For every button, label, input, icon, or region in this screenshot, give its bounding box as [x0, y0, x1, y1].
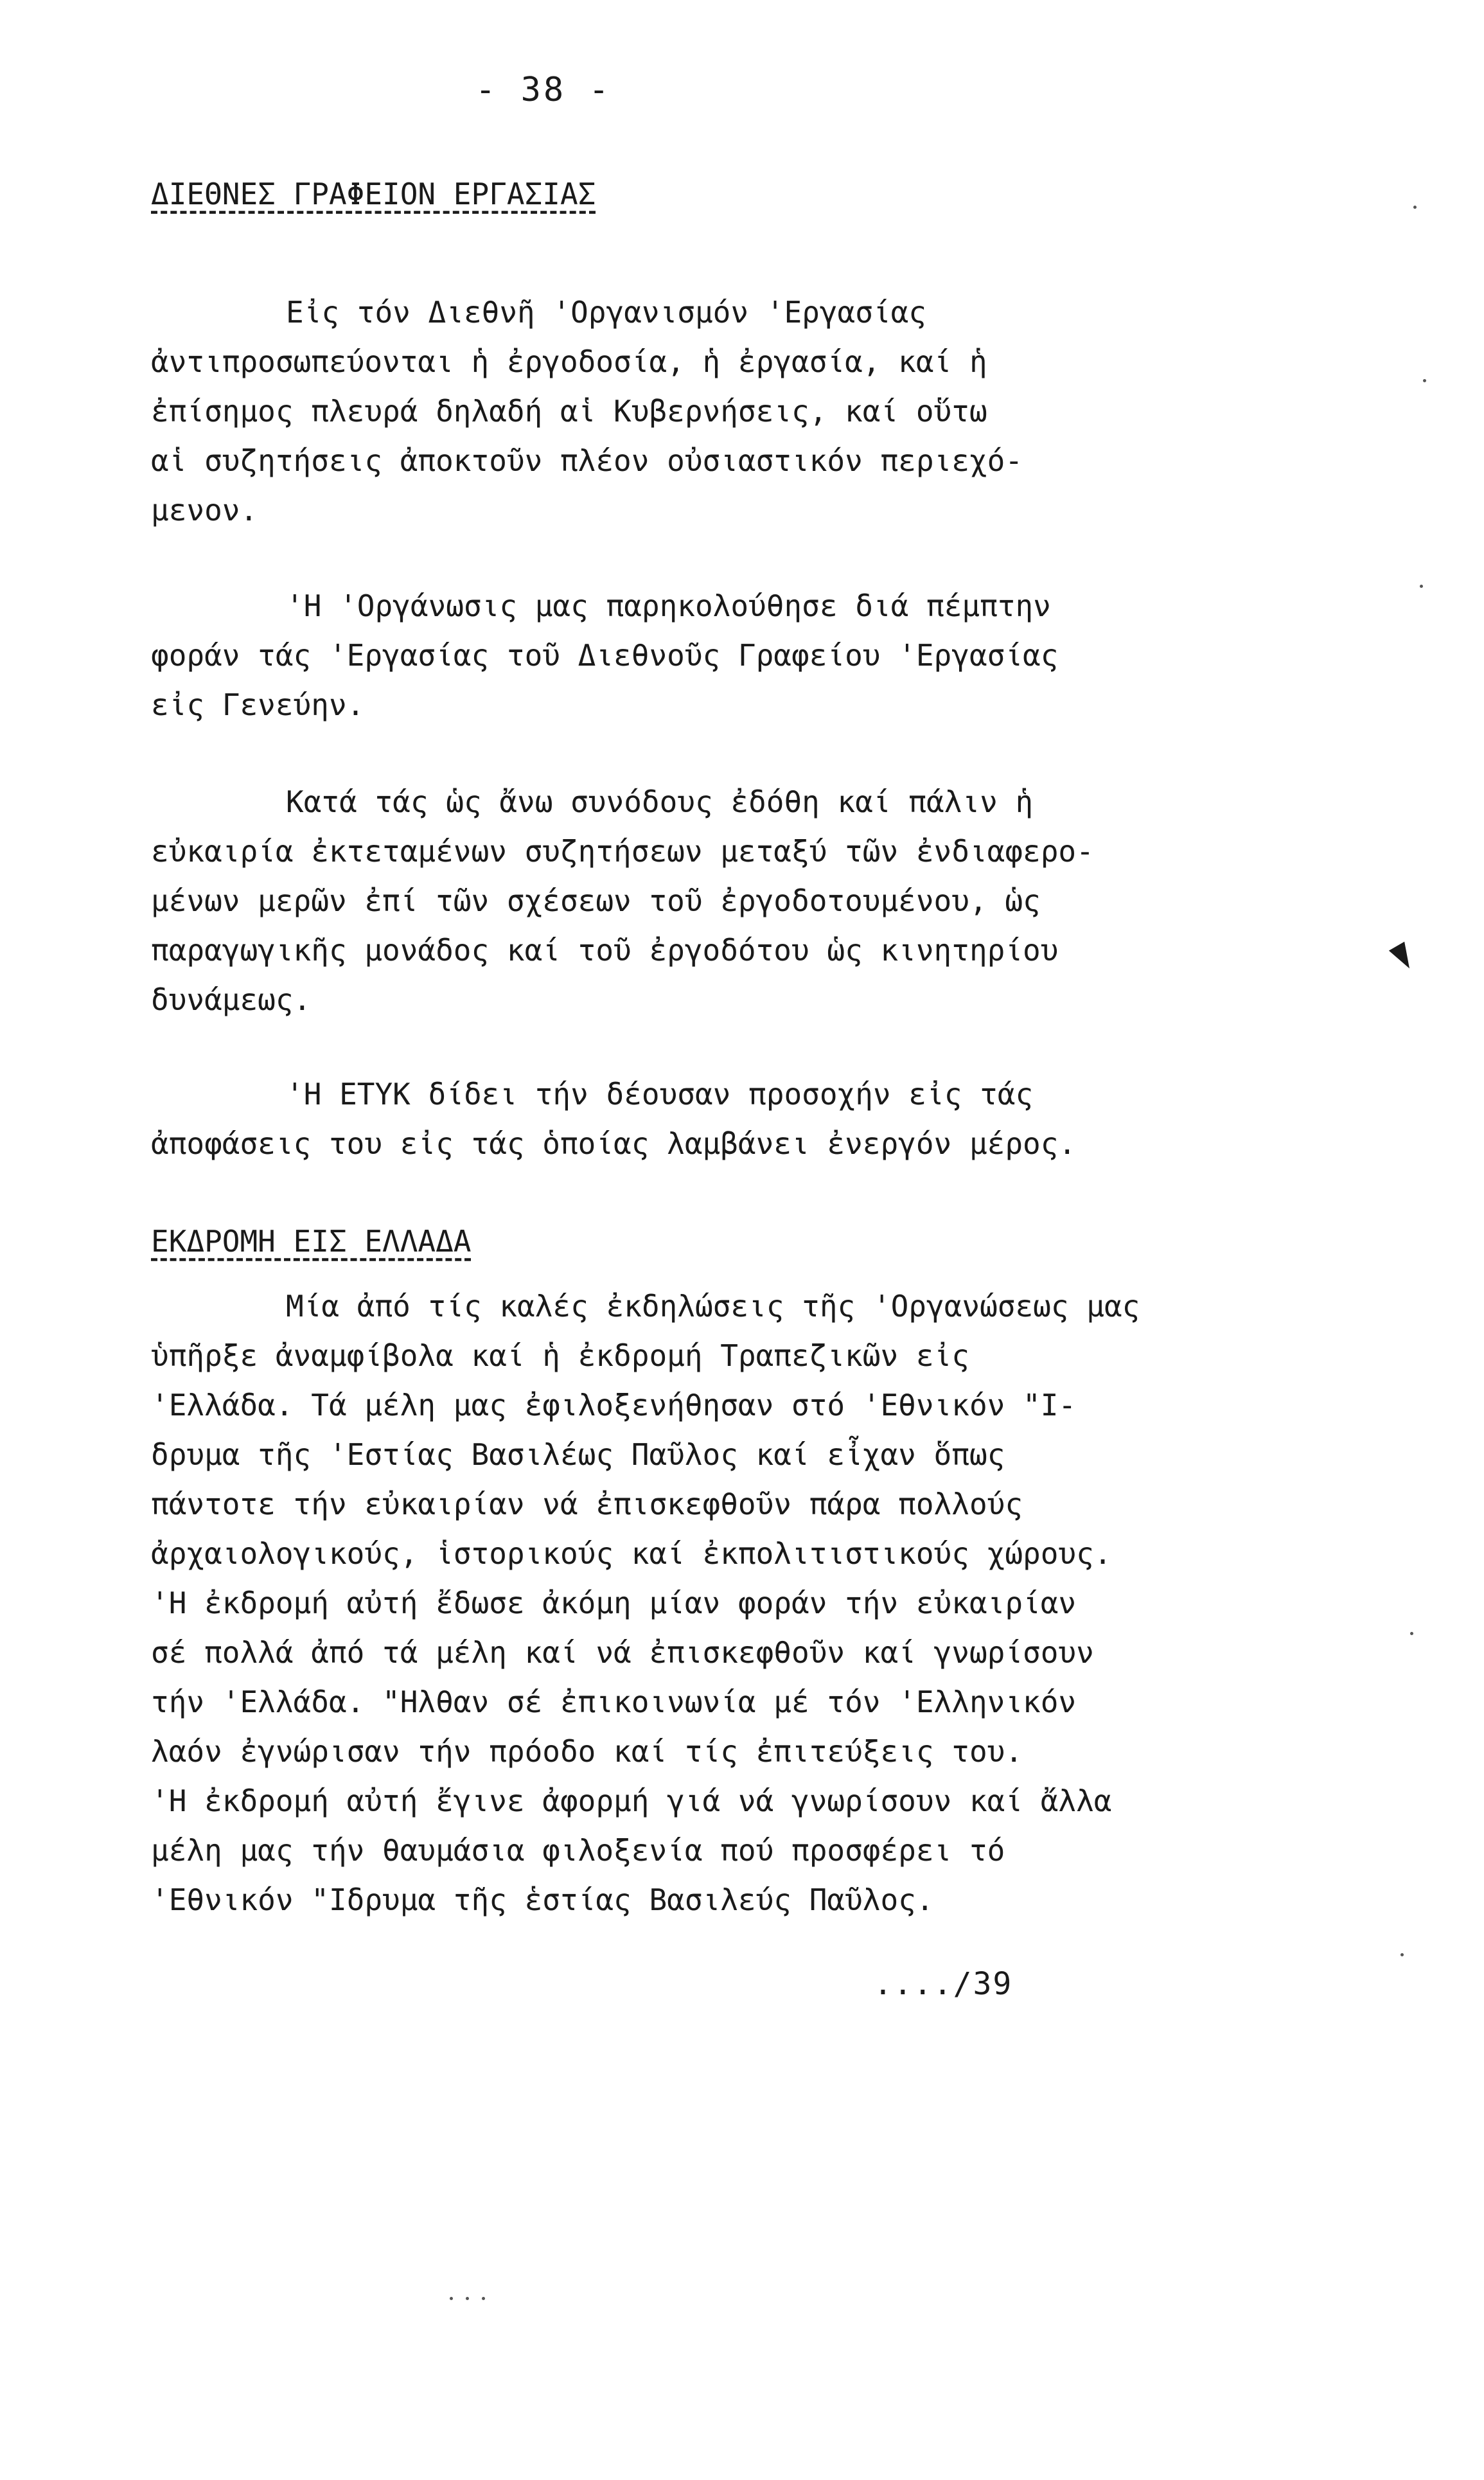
- text-line: λαόν ἐγνώρισαν τήν πρόοδο καί τίς ἐπιτεύξεις του.: [151, 1734, 1023, 1769]
- text-line: 'Η ἐκδρομή αὐτή ἔγινε ἀφορμή γιά νά γνωρίσουν καί ἄλλα: [151, 1784, 1112, 1818]
- text-line: μένων μερῶν ἐπί τῶν σχέσεων τοῦ ἐργοδοτουμένου, ὡς: [151, 883, 1041, 918]
- text-line: τήν 'Ελλάδα. "Ηλθαν σέ ἐπικοινωνία μέ τόν 'Ελληνικόν: [151, 1685, 1077, 1719]
- text-line: Μία ἀπό τίς καλές ἐκδηλώσεις τῆς 'Οργανώσεως μας: [286, 1289, 1140, 1324]
- text-line: μέλη μας τήν θαυμάσια φιλοξενία πού προσφέρει τό: [151, 1833, 1005, 1868]
- scan-speck: [482, 2297, 485, 2300]
- text-line: 'Εθνικόν "Ιδρυμα τῆς ἑστίας Βασιλεύς Παῦλος.: [151, 1882, 934, 1917]
- section-heading-ilo: ΔΙΕΘΝΕΣ ΓΡΑΦΕΙΟΝ ΕΡΓΑΣΙΑΣ: [151, 177, 596, 211]
- text-line: δυνάμεως.: [151, 982, 312, 1017]
- paragraph: [151, 1070, 1243, 1169]
- text-line: φοράν τάς 'Εργασίας τοῦ Διεθνοῦς Γραφείου 'Εργασίας: [151, 638, 1059, 673]
- scan-speck: [1420, 585, 1423, 588]
- text-line: 'Ελλάδα. Τά μέλη μας ἐφιλοξενήθησαν στό 'Εθνικόν "Ι-: [151, 1388, 1077, 1422]
- text-line: 'Η ἐκδρομή αὐτή ἔδωσε ἀκόμη μίαν φοράν τήν εὐκαιρίαν: [151, 1586, 1077, 1620]
- scan-speck: [450, 2297, 453, 2300]
- text-line: Εἰς τόν Διεθνῆ 'Οργανισμόν 'Εργασίας: [286, 295, 926, 330]
- scan-speck: [1410, 1632, 1413, 1635]
- text-line: σέ πολλά ἀπό τά μέλη καί νά ἐπισκεφθοῦν καί γνωρίσουν: [151, 1635, 1094, 1670]
- text-line: 'Η 'Οργάνωσις μας παρηκολούθησε διά πέμπτην: [286, 589, 1051, 623]
- continuation-reference: ..../39: [874, 1966, 1013, 2002]
- text-line: πάντοτε τήν εὐκαιρίαν νά ἐπισκεφθοῦν πάρα πολλούς: [151, 1487, 1023, 1521]
- section-heading-excursion: ΕΚΔΡΟΜΗ ΕΙΣ ΕΛΛΑΔΑ: [151, 1224, 472, 1259]
- scan-speck: [1400, 1953, 1404, 1956]
- text-line: ἀρχαιολογικούς, ἱστορικούς καί ἐκπολιτιστικούς χώρους.: [151, 1536, 1112, 1571]
- text-line: 'Η ΕΤΥΚ δίδει τήν δέουσαν προσοχήν εἰς τάς: [286, 1077, 1034, 1112]
- paragraph: [151, 777, 1243, 1025]
- paragraph: [151, 288, 1243, 535]
- text-line: παραγωγικῆς μονάδος καί τοῦ ἐργοδότου ὡς κινητηρίου: [151, 933, 1059, 968]
- text-line: αἱ συζητήσεις ἀποκτοῦν πλέον οὐσιαστικόν περιεχό-: [151, 443, 1023, 478]
- margin-mark: [1389, 942, 1417, 973]
- paragraph: [151, 1282, 1243, 1925]
- text-line: Κατά τάς ὡς ἄνω συνόδους ἐδόθη καί πάλιν ἡ: [286, 784, 1034, 819]
- text-line: εἰς Γενεύην.: [151, 687, 365, 722]
- text-line: ὑπῆρξε ἀναμφίβολα καί ἡ ἐκδρομή Τραπεζικῶν εἰς: [151, 1338, 969, 1373]
- paragraph: [151, 581, 1243, 730]
- text-line: εὐκαιρία ἐκτεταμένων συζητήσεων μεταξύ τῶν ἐνδιαφερο-: [151, 834, 1094, 869]
- text-line: δρυμα τῆς 'Εστίας Βασιλέως Παῦλος καί εἶχαν ὅπως: [151, 1437, 1005, 1472]
- text-line: ἐπίσημος πλευρά δηλαδή αἱ Κυβερνήσεις, καί οὕτω: [151, 394, 987, 429]
- scan-speck: [1413, 206, 1417, 209]
- page-number: - 38 -: [475, 71, 612, 109]
- scan-speck: [466, 2297, 469, 2300]
- text-line: ἀποφάσεις του εἰς τάς ὁποίας λαμβάνει ἐνεργόν μέρος.: [151, 1126, 1077, 1161]
- text-line: μενον.: [151, 493, 258, 527]
- scan-speck: [1423, 379, 1426, 382]
- text-line: ἀντιπροσωπεύονται ἡ ἐργοδοσία, ἡ ἐργασία, καί ἡ: [151, 344, 987, 379]
